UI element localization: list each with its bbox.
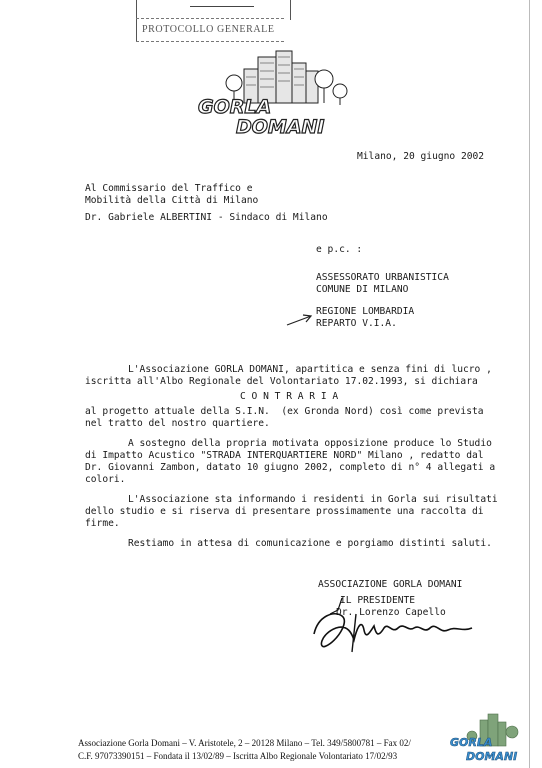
handwritten-signature — [312, 594, 490, 658]
para4-line-3: firme. — [85, 518, 120, 529]
letter-date: Milano, 20 giugno 2002 — [357, 151, 485, 162]
cc1-line-1: ASSESSORATO URBANISTICA — [316, 272, 449, 283]
stamp-right-border — [290, 0, 291, 20]
footer-line-2: C.F. 97073390151 – Fondata il 13/02/89 – Iscritta Albo Regionale Volontariato 17/02/93 — [78, 751, 398, 761]
closing-line: Restiamo in attesa di comunicazione e porgiamo distinti saluti. — [128, 538, 492, 549]
para2-line-2: nel tratto del nostro quartiere. — [85, 418, 270, 429]
para3-line-4: colori. — [85, 474, 126, 485]
footer-logo-word-1: GORLA — [450, 736, 493, 749]
footer-logo — [450, 710, 530, 766]
cc1-line-2: COMUNE DI MILANO — [316, 284, 409, 295]
para4-line-2: dello studio e si riserva di presentare prossimamente una raccolta di — [85, 506, 484, 517]
contraria-heading: C O N T R A R I A — [240, 391, 339, 402]
addressee-line-2: Mobilità della Città di Milano — [85, 195, 259, 206]
para3-line-2: di Impatto Acustico "STRADA INTERQUARTIERE NORD" Milano , redatto dal — [85, 450, 484, 461]
gorla-domani-logo — [196, 47, 352, 143]
cc-label: e p.c. : — [316, 244, 363, 255]
handwritten-arrow-icon — [285, 312, 315, 328]
footer-logo-word-2: DOMANI — [466, 750, 518, 763]
signature-name: Dr. Lorenzo Capello — [336, 607, 446, 618]
para1-line-2: iscritta all'Albo Regionale del Volontariato 17.02.1993, si dichiara — [85, 376, 478, 387]
scan-edge — [529, 0, 540, 768]
footer-line-1: Associazione Gorla Domani – V. Aristotele, 2 – 20128 Milano – Tel. 349/5800781 – Fax 02/ — [78, 738, 411, 748]
footer-logo-wordmark — [450, 736, 517, 763]
para4-line-1: L'Associazione sta informando i residenti in Gorla sui risultati — [128, 494, 498, 505]
para3-line-3: Dr. Giovanni Zambon, datato 10 giugno 2002, completo di n° 4 allegati a — [85, 462, 496, 473]
addressee-line-1: Al Commissario del Traffico e — [85, 183, 253, 194]
para2-line-1: al progetto attuale della S.I.N. (ex Gronda Nord) così come prevista — [85, 406, 484, 417]
protocol-stamp-label: PROTOCOLLO GENERALE — [142, 24, 275, 35]
para3-line-1: A sostegno della propria motivata opposizione produce lo Studio — [128, 438, 492, 449]
signature-org: ASSOCIAZIONE GORLA DOMANI — [318, 579, 463, 590]
signature-title: IL PRESIDENTE — [340, 595, 416, 606]
cc2-line-2: REPARTO V.I.A. — [316, 318, 397, 329]
stamp-top-line — [190, 0, 254, 7]
logo-word-1: GORLA — [198, 96, 272, 118]
para1-line-1: L'Associazione GORLA DOMANI, apartitica e senza fini di lucro , — [128, 364, 492, 375]
addressee-line-3: Dr. Gabriele ALBERTINI - Sindaco di Milano — [85, 212, 328, 223]
cc2-line-1: REGIONE LOMBARDIA — [316, 306, 415, 317]
logo-word-2: DOMANI — [236, 116, 325, 138]
